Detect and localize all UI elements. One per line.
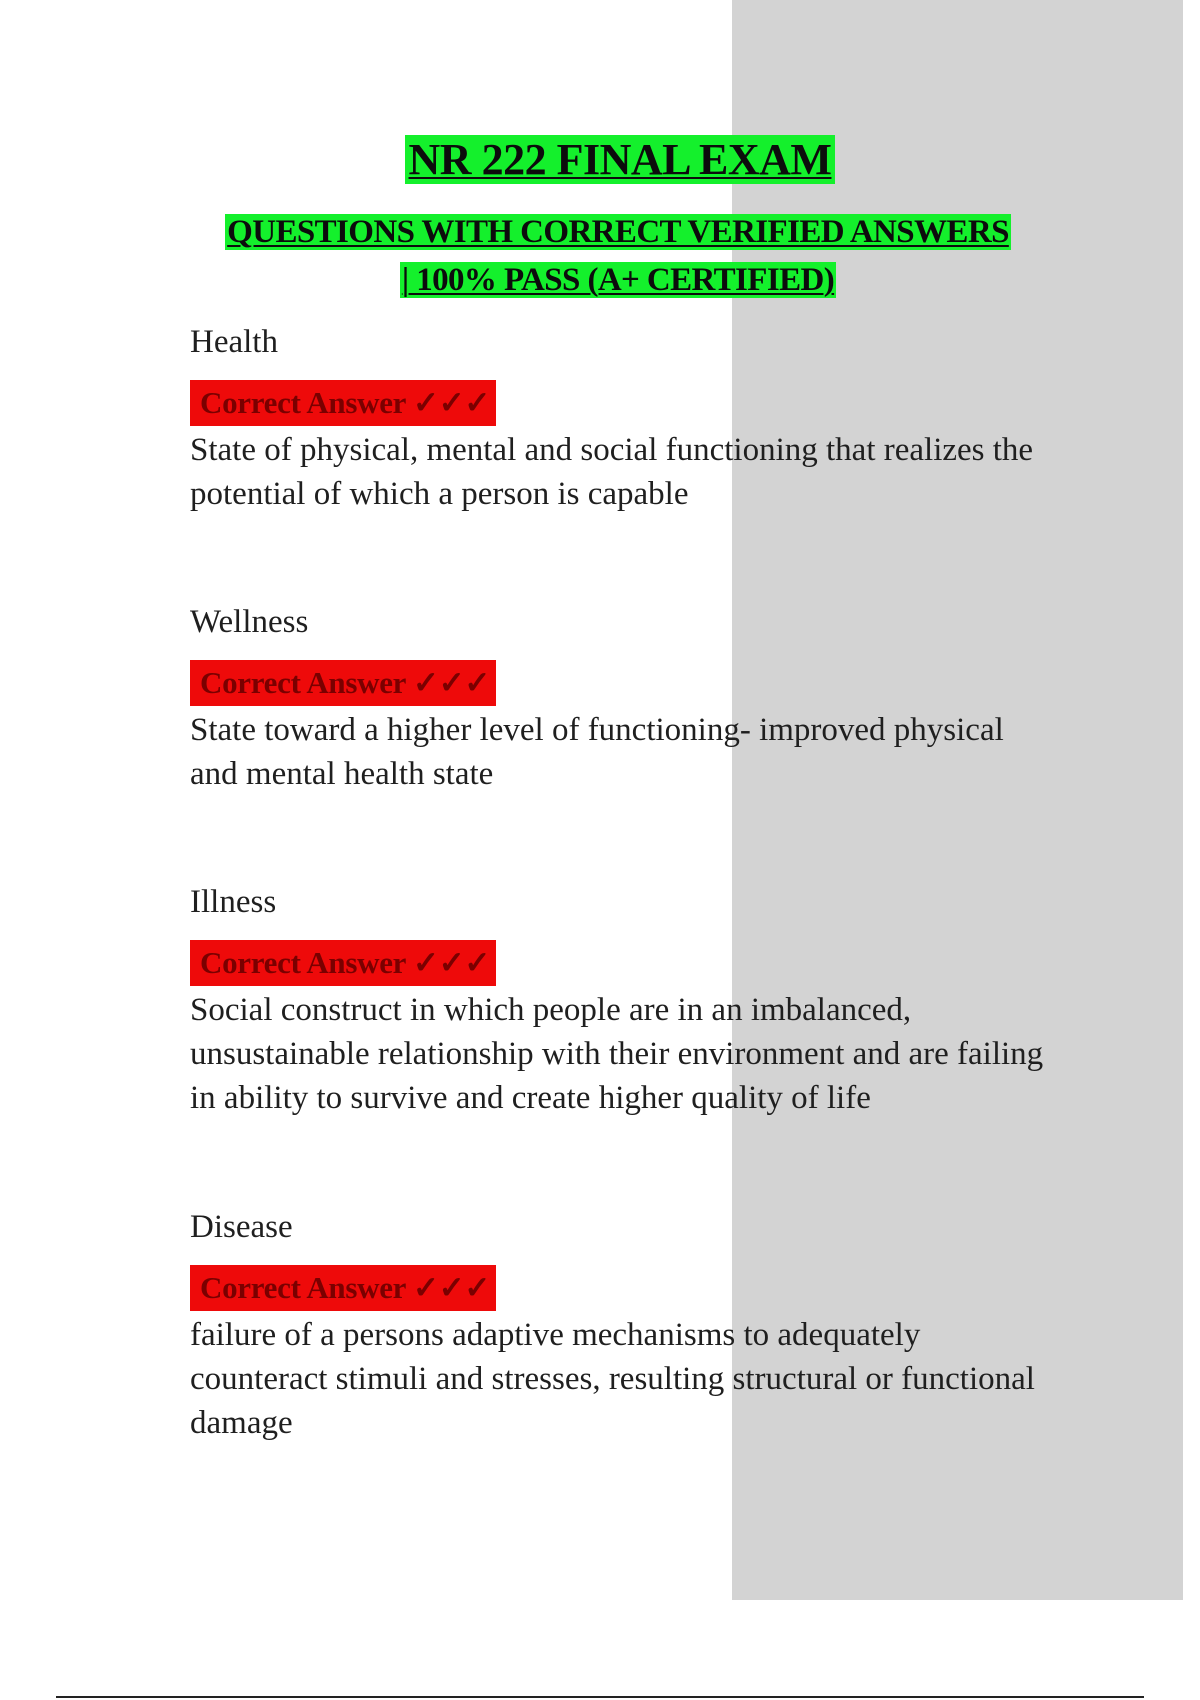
term-heading: Wellness [190, 604, 309, 640]
subtitle-line-1: QUESTIONS WITH CORRECT VERIFIED ANSWERS [227, 214, 1009, 250]
answer-text: Social construct in which people are in an imbalanced, unsustainable relationship with their environment and are failing in ability to survive and create higher quality of life [190, 992, 1044, 1116]
correct-answer-badge: Correct Answer ✓✓✓ [190, 380, 496, 426]
page-title [0, 134, 1200, 185]
bottom-divider [56, 1696, 1144, 1698]
term-heading: Disease [190, 1209, 293, 1245]
page-subtitle [200, 208, 1036, 304]
correct-answer-badge: Correct Answer ✓✓✓ [190, 940, 496, 986]
qa-item-wellness [190, 602, 1050, 796]
term-heading: Health [190, 324, 278, 360]
term-heading: Illness [190, 884, 277, 920]
qa-item-disease [190, 1207, 1050, 1445]
qa-item-illness [190, 882, 1050, 1120]
qa-item-health [190, 322, 1050, 516]
subtitle-line-2: | 100% PASS (A+ CERTIFIED) [401, 262, 835, 298]
answer-text: State of physical, mental and social functioning that realizes the potential of which a person is capable [190, 432, 1034, 512]
correct-answer-badge: Correct Answer ✓✓✓ [190, 660, 496, 706]
answer-text: State toward a higher level of functioning- improved physical and mental health state [190, 712, 1004, 792]
page-title-text: NR 222 FINAL EXAM [405, 135, 836, 184]
correct-answer-badge: Correct Answer ✓✓✓ [190, 1265, 496, 1311]
answer-text: failure of a persons adaptive mechanisms to adequately counteract stimuli and stresses, resulting structural or functional damage [190, 1317, 1035, 1441]
